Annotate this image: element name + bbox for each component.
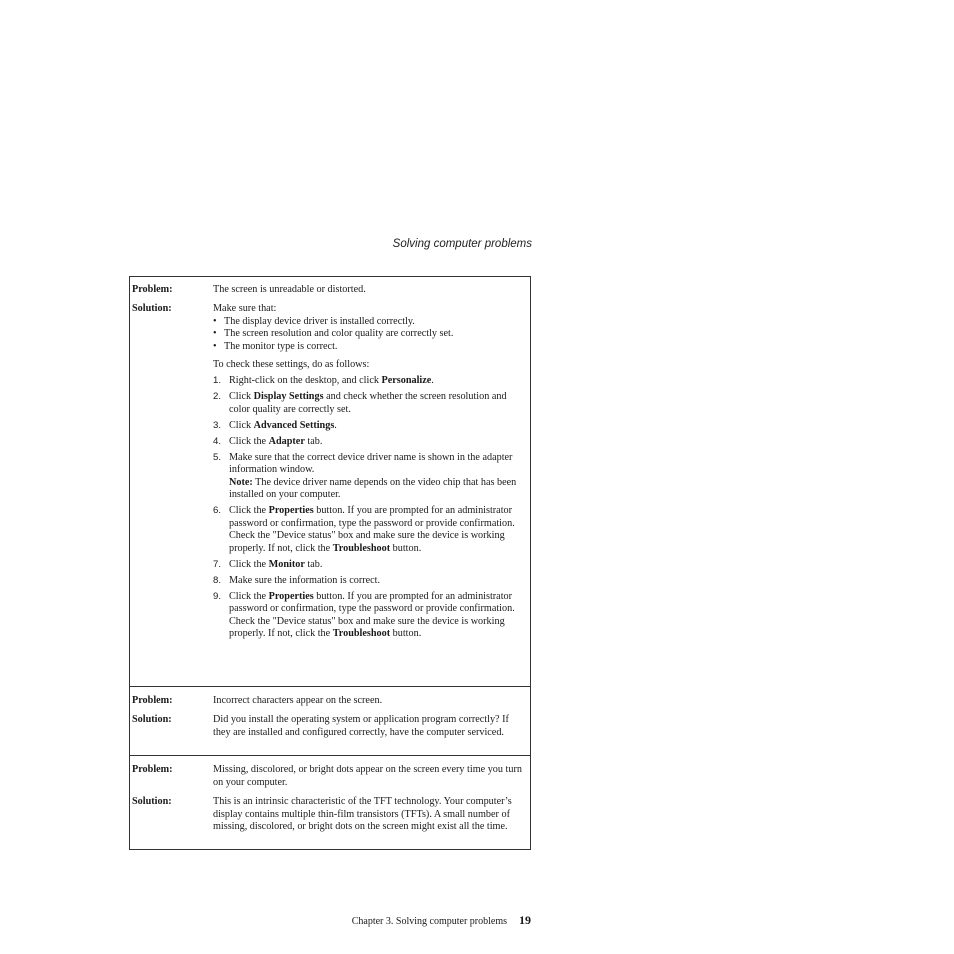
step-item: 3. Click Advanced Settings. bbox=[213, 419, 337, 431]
list-item: • The display device driver is installed correctly. bbox=[213, 315, 415, 327]
solution-row bbox=[130, 714, 530, 739]
footer-chapter: Chapter 3. Solving computer problems bbox=[351, 916, 507, 927]
problem-entry bbox=[130, 755, 530, 849]
page-number: 19 bbox=[519, 913, 531, 927]
problem-entry bbox=[130, 686, 530, 755]
step-item: 7. Click the Monitor tab. bbox=[213, 558, 323, 570]
step-item: 4. Click the Adapter tab. bbox=[213, 435, 323, 447]
solution-intro: Make sure that: bbox=[213, 303, 277, 314]
problem-text: Incorrect characters appear on the screen. bbox=[213, 695, 383, 706]
page-footer bbox=[352, 913, 531, 929]
check-list bbox=[213, 316, 522, 354]
solution-text: This is an intrinsic characteristic of the TFT technology. Your computer’s display contains multiple thin-film transistors (TFTs). A small number of missing, discolored, or bright dots on the screen might exist all the time. bbox=[213, 796, 512, 832]
steps-intro: To check these settings, do as follows: bbox=[213, 359, 370, 370]
problem-entry bbox=[130, 277, 530, 686]
step-item: 5. Make sure that the correct device driver name is shown in the adapter information window. Note: The device driver name depends on the video chip that has been installed on your computer. bbox=[213, 451, 517, 500]
solution-label: Solution: bbox=[132, 303, 172, 314]
step-item: 9. Click the Properties button. If you are prompted for an administrator password or confirmation, type the password or provide confirmation. Check the "Device status" box and make sure the device is working properly. If not, click the Troubleshoot button. bbox=[213, 590, 515, 639]
running-head: Solving computer problems bbox=[392, 238, 532, 250]
solution-row bbox=[130, 796, 530, 834]
step-item: 6. Click the Properties button. If you are prompted for an administrator password or confirmation, type the password or provide confirmation. Check the "Device status" box and make sure the device is working properly. If not, click the Troubleshoot button. bbox=[213, 505, 515, 554]
problem-text: Missing, discolored, or bright dots appear on the screen every time you turn on your computer. bbox=[213, 764, 522, 788]
solution-label: Solution: bbox=[132, 714, 172, 725]
step-item: 2. Click Display Settings and check whether the screen resolution and color quality are correctly set. bbox=[213, 391, 507, 415]
problem-label: Problem: bbox=[132, 695, 173, 706]
problem-row bbox=[130, 764, 530, 789]
problem-label: Problem: bbox=[132, 764, 173, 775]
step-item: 1. Right-click on the desktop, and click Personalize. bbox=[213, 375, 434, 386]
problem-solution-table bbox=[129, 276, 531, 850]
problem-row bbox=[130, 695, 530, 708]
problem-row bbox=[130, 284, 530, 297]
step-item: 8. Make sure the information is correct. bbox=[213, 574, 381, 586]
list-item: • The monitor type is correct. bbox=[213, 340, 338, 352]
problem-text: The screen is unreadable or distorted. bbox=[213, 284, 366, 295]
steps-list bbox=[213, 375, 522, 641]
problem-label: Problem: bbox=[132, 284, 173, 295]
solution-text: Did you install the operating system or application program correctly? If they are installed and configured correctly, have the computer serviced. bbox=[213, 714, 509, 738]
solution-row bbox=[130, 303, 530, 641]
solution-label: Solution: bbox=[132, 796, 172, 807]
list-item: • The screen resolution and color quality are correctly set. bbox=[213, 328, 454, 339]
